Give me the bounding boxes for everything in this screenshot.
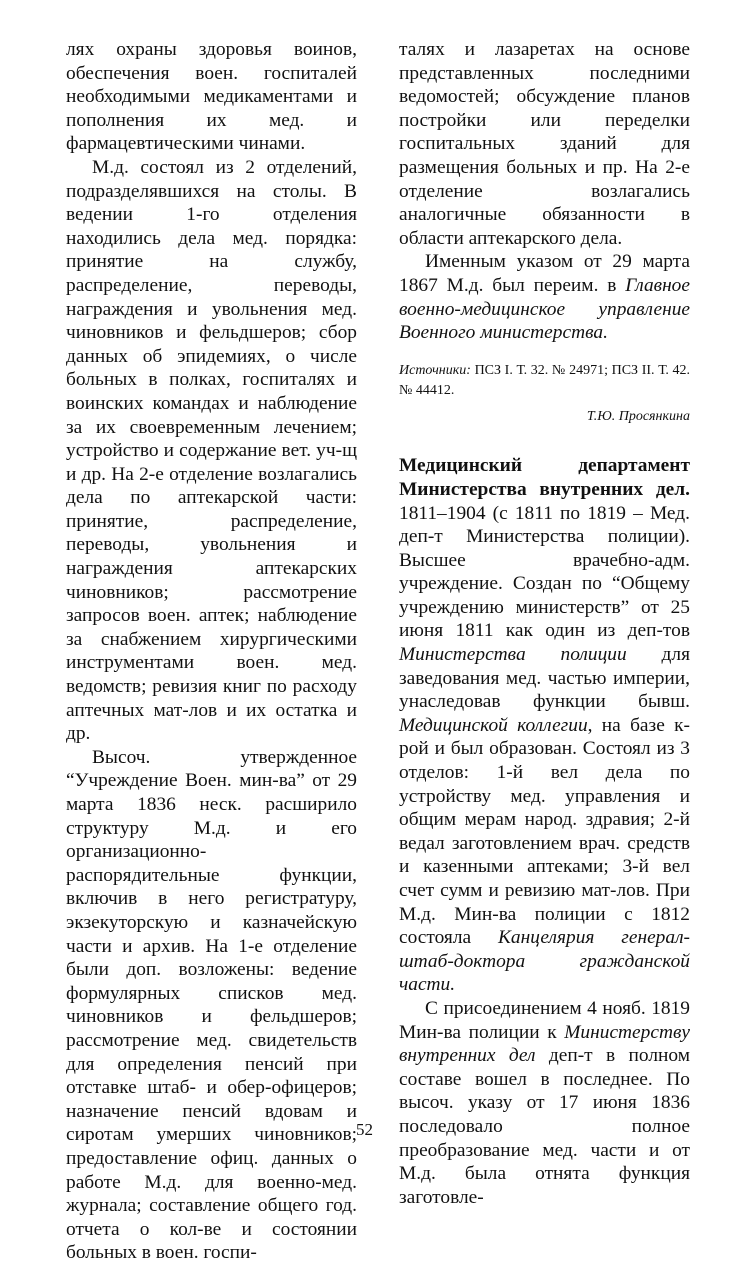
left-column [66, 38, 357, 1265]
paragraph: Высоч. утвержденное “Учреждение Воен. мин-ва” от 29 марта 1836 неск. расширило структуру М.д. и его организационно-распорядительные функции, включив в него регистратуру, экзекуторскую и казначейскую части и архив. На 1-е отделение были доп. возложены: ведение формулярных списков мед. чиновников и фельдшеров; рассмотрение мед. свидетельств для определения пенсий при отставке штаб- и обер-офицеров; назначение пенсий вдовам и сиротам умерших чиновников; предоставление офиц. данных о работе М.д. для военно-мед. журнала; составление общего год. отчета о кол-ве и состоянии больных в воен. госпи- [66, 746, 357, 1264]
paragraph-italic: Министерству внутренних дел [399, 1021, 690, 1067]
sources [399, 361, 690, 401]
paragraph: М.д. состоял из 2 отделений, подразделявшихся на столы. В ведении 1-го отделения находились дела мед. порядка: принятие на службу, распределение, переводы, награждения и увольнения мед. чиновников и фельдшеров; сбор данных об эпидемиях, о числе больных в полках, госпиталях и воинских командах и наблюдение за их своевременным лечением; устройство и содержание вет. уч-щ и др. На 2-е отделение возлагались дела по аптекарской части: принятие, распределение, переводы, увольнения и награждения аптекарских чиновников; рассмотрение запросов воен. аптек; наблюдение за снабжением хирургическими инструментами воен. мед. ведомств; ревизия книг по расходу аптечных мат-лов и их остатка и др. [66, 156, 357, 745]
paragraph-text: С присоединением 4 нояб. 1819 Мин-ва полиции к [399, 997, 690, 1043]
entry-italic: Министерства полиции [399, 644, 627, 666]
entry-text: 1811–1904 (с 1811 по 1819 – Мед. деп-т Министерства полиции). Высшее врачебно-адм. учреждение. Создан по “Общему учреждению министерств” от 25 июня 1811 как один из деп-тов [399, 502, 690, 642]
entry-italic: Канцелярия генерал-штаб-доктора гражданской части. [399, 927, 690, 996]
paragraph-text: Именным указом от 29 марта 1867 М.д. был переим. в [399, 251, 690, 296]
entry-text: , на базе к-рой и был образован. Состоял из 3 отделов: 1-й вел дела по устройству мед. управления и общим мерам народ. здравия; 2-й ведал заготовлением врач. средств и казенными аптеками; 3-й вел счет сумм и ревизию мат-лов. При М.д. Мин-ва полиции с 1812 состояла [399, 714, 690, 949]
paragraph-text: деп-т в полном составе вошел в последнее. По высоч. указу от 17 июня 1836 последовало полное преобразование мед. части и от М.д. была отнята функция заготовле- [399, 1045, 690, 1208]
paragraph-italic: Главное военно-медицинское управление Военного министерства. [399, 274, 690, 344]
author: Т.Ю. Просянкина [586, 408, 690, 424]
paragraph [399, 997, 690, 1209]
entry-italic: Медицинской коллегии [399, 714, 588, 736]
sources-text: ПСЗ I. Т. 32. № 24971; ПСЗ II. Т. 42. № 44412. [399, 362, 690, 398]
entry-text: для заведования мед. частью империи, унаследовав функции бывш. [399, 644, 690, 713]
paragraph [399, 250, 690, 344]
entry-title: Медицинский департамент Министерства внутренних дел. [399, 455, 690, 500]
paragraph: лях охраны здоровья воинов, обеспечения воен. госпиталей необходимыми медикаментами и пополнения их мед. и фармацевтическими чинами. [66, 39, 357, 155]
sources-label: Источники: [399, 362, 471, 378]
right-column [399, 38, 690, 1209]
paragraph: талях и лазаретах на основе представленных последними ведомостей; обсуждение планов постройки или переделки госпитальных зданий для размещения больных и пр. На 2-е отделение возлагались аналогичные обязанности в области аптекарского дела. [399, 39, 690, 249]
page-number: 52 [356, 1120, 373, 1139]
entry-paragraph [399, 454, 690, 997]
